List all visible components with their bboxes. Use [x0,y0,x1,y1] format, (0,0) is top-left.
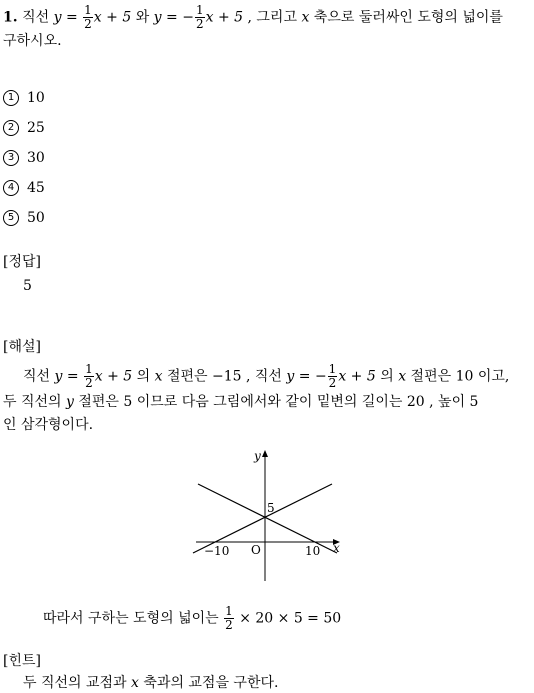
tick-label-negative: −10 [204,544,230,558]
choice-item: 4 45 [3,178,45,208]
line-negative-slope [198,484,337,553]
choice-item: 2 25 [3,118,45,148]
explanation-line-3: 인 삼각형이다. [3,417,94,433]
circled-number-icon: 1 [3,90,19,106]
intersection-graph [188,446,348,586]
circled-number-icon: 2 [3,120,19,136]
choice-list [3,88,45,238]
explanation-line-1: 직선 y = $\frac{1}{2}$ x + 5 의 x 절편은 −15 , 직선 y = − $\frac{1}{2}$ x + 5 의 x 절편은 10 이고, [23,362,510,390]
choice-item: 3 30 [3,148,45,178]
question-line-2: 구하시오. [3,33,62,49]
hint-label: [힌트] [3,653,41,669]
question-line-1: 1. 직선 y = $\frac{1}{2}$ x + 5 와 y = − $\frac{1}{2}$ x + 5 , 그리고 x 축으로 둘러싸인 도형의 넓이를 [3,3,503,31]
x-axis-label: x [333,541,340,555]
fraction: $\frac{1}{2}$ [85,362,93,390]
fraction: $\frac{1}{2}$ [195,3,204,31]
origin-label: O [251,543,261,557]
y-axis-label: y [254,449,261,463]
explanation-label: [해설] [3,339,41,355]
choice-item: 1 10 [3,88,45,118]
choice-item: 5 50 [3,208,45,238]
conclusion-line: 따라서 구하는 도형의 넓이는 $\frac{1}{2}$ × 20 × 5 = 50 [43,604,342,632]
circled-number-icon: 4 [3,180,19,196]
explanation-line-2: 두 직선의 y 절편은 5 이므로 다음 그림에서와 같이 밑변의 길이는 20 , 높이 5 [3,394,479,410]
answer-label: [정답] [3,254,41,270]
fraction: $\frac{1}{2}$ [225,604,233,632]
answer-value: 5 [23,278,32,294]
line-positive-slope [193,484,332,553]
fraction: $\frac{1}{2}$ [84,3,92,31]
circled-number-icon: 5 [3,210,19,226]
y-intercept-label: 5 [267,501,275,515]
fraction: $\frac{1}{2}$ [328,362,337,390]
question-number: 1. [3,9,18,26]
tick-label-positive: 10 [305,544,321,558]
hint-text: 두 직선의 교점과 x 축과의 교점을 구한다. [23,675,279,691]
y-axis-arrow-icon [262,450,268,457]
circled-number-icon: 3 [3,150,19,166]
